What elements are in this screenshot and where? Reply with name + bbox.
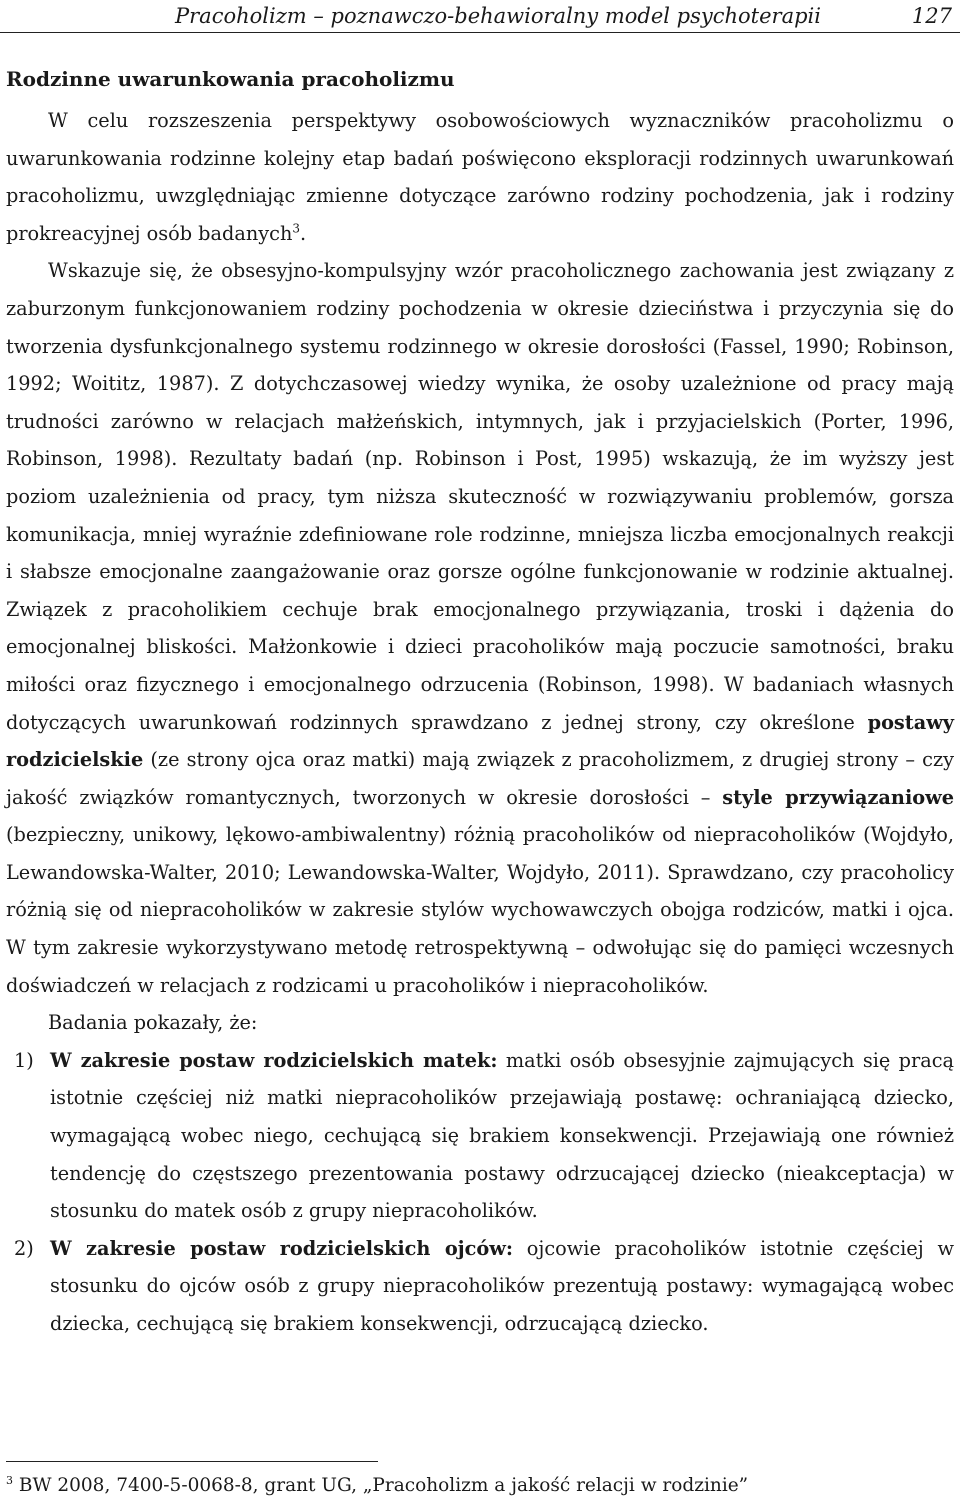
bold-term-attachment-styles: style przywiązaniowe [722,785,954,809]
finding-lead: W zakresie postaw rodzicielskich ojców: [50,1236,513,1260]
paragraph-intro-end: . [300,221,307,245]
findings-intro: Badania pokazały, że: [48,1011,258,1035]
paragraph-text-a: Wskazuje się, że obsesyjno-kompulsyjny wzór pracoholicznego zachowania jest związany z zaburzonym funkcjonowaniem rodziny pochodzenia w okresie dzieciństwa i przyczynia się do tworzenia dysfunkcjonalnego systemu rodzinnego w okresie dorosłości (Fassel, 1990; Robinson, 1992; Woititz, 1987). Z dotychczasowej wiedzy wynika, że osoby uzależnione od pracy mają trudności zarówno w relacjach małżeńskich, intymnych, jak i przyjacielskich (Porter, 1996, Robinson, 1998). Rezultaty badań (np. Robinson i Post, 1995) wskazują, że im wyższy jest poziom uzależnienia od pracy, tym niższa skuteczność w rozwiązywaniu problemów, gorsza komunikacja, mniej wyraźnie zdefiniowane role rodzinne, mniejsza liczba emocjonalnych reakcji i słabsze emocjonalne zaangażowanie oraz gorsze ogólne funkcjonowanie w rodzinie aktualnej. Związek z pracoholikiem cechuje brak emocjonalnego przywiązania, troski i dążenia do emocjonalnej bliskości. Małżonkowie i dzieci pracoholików mają poczucie samotności, braku miłości oraz fizycznego i emocjonalnego odrzucenia (Robinson, 1998). W badaniach własnych dotyczących uwarunkowań rodzinnych sprawdzano z jednej strony, czy określone [6,259,954,734]
main-content [6,56,954,1343]
paragraph-family-factors [6,252,954,1004]
finding-number: 1) [14,1048,34,1072]
running-title: Pracoholizm – poznawczo-behawioralny model psychoterapii [175,4,821,28]
section-heading: Rodzinne uwarunkowania pracoholizmu [6,67,455,91]
page-number: 127 [911,4,952,28]
paragraph-intro [6,102,954,252]
footnote-ref: 3 [292,221,301,236]
finding-number: 2) [14,1236,34,1260]
footnote [6,1472,954,1500]
finding-item [6,1230,954,1343]
finding-item [6,1042,954,1230]
running-header [0,0,960,33]
finding-text: ojcowie pracoholików istotnie częściej w stosunku do ojców osób z grupy niepracoholików prezentują postawy: wymagającą wobec dziecka, cechującą się brakiem konsekwencji, odrzucającą dziecko. [50,1236,954,1335]
bold-term-parental-attitudes: postawy rodzicielskie [6,710,954,772]
paragraph-text-c: (bezpieczny, unikowy, lękowo-ambiwalentny) różnią pracoholików od niepracoholików (Wojdyło, Lewandowska-Walter, 2010; Lewandowska-Walter, Wojdyło, 2011). Sprawdzano, czy pracoholicy różnią się od niepracoholików w zakresie stylów wychowawczych obojga rodziców, matki i ojca. W tym zakresie wykorzystywano metodę retrospektywną – odwołując się do pamięci wczesnych doświadczeń w relacjach z rodzicami u pracoholików i niepracoholików. [6,823,954,997]
finding-text: matki osób obsesyjnie zajmujących się pracą istotnie częściej niż matki niepracoholików przejawiają postawę: ochraniającą dziecko, wymagającą wobec niego, cechującą się brakiem konsekwencji. Przejawiają one również tendencję do częstszego prezentowania postawy odrzucającej dziecko (nieakceptacja) w stosunku do matek osób z grupy niepracoholików. [50,1048,954,1223]
footnote-text: BW 2008, 7400-5-0068-8, grant UG, „Pracoholizm a jakość relacji w rodzinie” [13,1475,749,1496]
paragraph-text-b: (ze strony ojca oraz matki) mają związek z pracoholizmem, z drugiej strony – czy jakość związków romantycznych, tworzonych w okresie dorosłości – [6,748,954,809]
finding-lead: W zakresie postaw rodzicielskich matek: [50,1048,498,1072]
footnote-divider [6,1461,378,1462]
findings-list [6,1042,954,1343]
paragraph-intro-text: W celu rozszeszenia perspektywy osobowościowych wyznaczników pracoholizmu o uwarunkowania rodzinne kolejny etap badań poświęcono eksploracji rodzinnych uwarunkowań pracoholizmu, uwzględniając zmienne dotyczące zarówno rodziny pochodzenia, jak i rodziny prokreacyjnej osób badanych [6,109,954,245]
footnote-marker: 3 [6,1473,13,1487]
